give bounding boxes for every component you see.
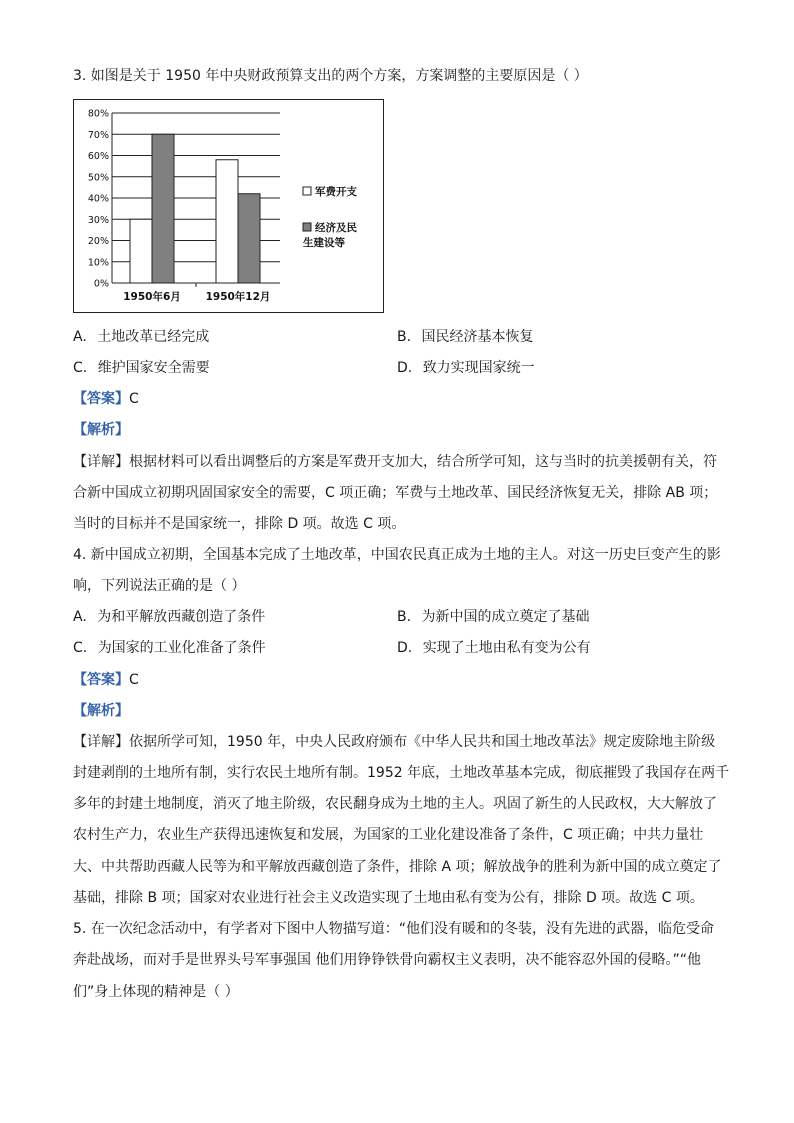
q4-detail-line-2: 封建剥削的土地所有制，实行农民土地所有制。1952 年底，土地改革基本完成，彻底摧毁了我国存在两千: [73, 765, 730, 781]
q4-detail-line-1: 【详解】依据所学可知，1950 年，中央人民政府颁布《中华人民共和国土地改革法》规定废除地主阶级: [73, 734, 716, 750]
q4-detail-line-3: 多年的封建土地制度，消灭了地主阶级，农民翻身成为土地的主人。巩固了新生的人民政权，大大解放了: [73, 796, 717, 812]
legend-label: 军费开支: [315, 186, 357, 198]
q4-analysis-tag: 【解析】: [73, 703, 129, 719]
y-tick-label: 40%: [87, 193, 109, 205]
legend-label: 生建设等: [303, 237, 345, 249]
q4-stem-line-1: 4. 新中国成立初期，全国基本完成了土地改革，中国农民真正成为土地的主人。对这一历史巨变产生的影: [73, 547, 721, 563]
q4-answer: [73, 670, 139, 690]
q4-option-d-label: D.: [397, 640, 413, 656]
y-tick-label: 80%: [87, 108, 109, 120]
q3-answer: [73, 389, 139, 409]
q4-stem-line-2: 响，下列说法正确的是（ ）: [73, 578, 246, 594]
y-tick-label: 0%: [93, 278, 109, 290]
y-tick-label: 30%: [87, 214, 109, 226]
q4-detail-line-4: 农村生产力，农业生产获得迅速恢复和发展，为国家的工业化建设准备了条件，C 项正确；中共力量壮: [73, 827, 704, 843]
q3-option-a-label: A.: [73, 329, 87, 345]
q3-option-c-text: 维护国家安全需要: [97, 360, 210, 376]
x-tick-label: 1950年6月: [123, 291, 181, 303]
q4-option-c[interactable]: [73, 638, 266, 658]
bar: [238, 194, 260, 283]
q4-option-d-text: 实现了土地由私有变为公有: [422, 640, 591, 656]
q4-detail-tag: 【详解】: [73, 734, 129, 750]
q3-answer-value: C: [129, 391, 139, 407]
q3-detail-tag: 【详解】: [73, 454, 129, 470]
q4-option-a-text: 为和平解放西藏创造了条件: [97, 609, 266, 625]
q4-answer-value: C: [129, 672, 139, 688]
q4-detail-line-6: 基础，排除 B 项；国家对农业进行社会主义改造实现了土地由私有变为公有，排除 D 项。故选 C 项。: [73, 890, 704, 906]
q4-option-b-text: 为新中国的成立奠定了基础: [421, 609, 590, 625]
legend-swatch: [303, 223, 311, 231]
y-tick-label: 20%: [87, 236, 109, 247]
bar: [152, 134, 174, 283]
q3-option-d[interactable]: [397, 358, 535, 378]
legend-swatch: [303, 187, 311, 195]
y-tick-label: 10%: [87, 257, 109, 269]
x-tick-label: 1950年12月: [205, 291, 271, 303]
q4-option-a-label: A.: [73, 609, 87, 625]
q4-answer-tag: 【答案】: [73, 672, 129, 688]
q3-option-a[interactable]: [73, 327, 209, 347]
q4-option-a[interactable]: [73, 607, 265, 627]
q3-option-c[interactable]: [73, 358, 210, 378]
bar: [216, 160, 238, 283]
budget-chart: [73, 99, 384, 313]
q5-stem-line-1: 5. 在一次纪念活动中，有学者对下图中人物描写道：“他们没有暖和的冬装，没有先进的武器，临危受命: [73, 921, 715, 937]
q3-detail-line-3: 当时的目标并不是国家统一，排除 D 项。故选 C 项。: [73, 516, 406, 532]
q3-detail-line-2: 合新中国成立初期巩固国家安全的需要，C 项正确；军费与土地改革、国民经济恢复无关，排除 AB 项；: [73, 485, 718, 501]
q4-option-d[interactable]: [397, 638, 591, 658]
q3-option-c-label: C.: [73, 360, 88, 376]
q5-stem-line-2: 奔赴战场，而对手是世界头号军事强国 他们用铮铮铁骨向霸权主义表明，决不能容忍外国的侵略。”“他: [73, 952, 701, 968]
q3-answer-tag: 【答案】: [73, 391, 129, 407]
q3-option-d-text: 致力实现国家统一: [422, 360, 535, 376]
q3-stem: 3. 如图是关于 1950 年中央财政预算支出的两个方案，方案调整的主要原因是（ ）: [73, 68, 588, 84]
q5-stem-line-3: 们”身上体现的精神是（ ）: [73, 984, 239, 1000]
q3-option-a-text: 土地改革已经完成: [97, 329, 210, 345]
budget-chart-svg: [74, 100, 385, 314]
bar: [130, 219, 152, 283]
y-tick-label: 60%: [87, 151, 109, 162]
q3-option-b-label: B.: [397, 329, 412, 345]
q3-option-b-text: 国民经济基本恢复: [421, 329, 534, 345]
q3-option-d-label: D.: [397, 360, 413, 376]
y-tick-label: 70%: [87, 129, 109, 141]
q3-analysis-tag: 【解析】: [73, 422, 129, 438]
y-tick-label: 50%: [87, 172, 109, 184]
legend-label: 经济及民: [315, 222, 357, 234]
q4-option-b[interactable]: [397, 607, 590, 627]
q4-detail-line-5: 大、中共帮助西藏人民等为和平解放西藏创造了条件，排除 A 项；解放战争的胜利为新中国的成立奠定了: [73, 859, 722, 875]
q4-option-c-label: C.: [73, 640, 88, 656]
q4-option-c-text: 为国家的工业化准备了条件: [97, 640, 266, 656]
q4-option-b-label: B.: [397, 609, 412, 625]
q3-option-b[interactable]: [397, 327, 534, 347]
q3-detail-line-1: 【详解】根据材料可以看出调整后的方案是军费开支加大，结合所学可知，这与当时的抗美援朝有关，符: [73, 454, 717, 470]
